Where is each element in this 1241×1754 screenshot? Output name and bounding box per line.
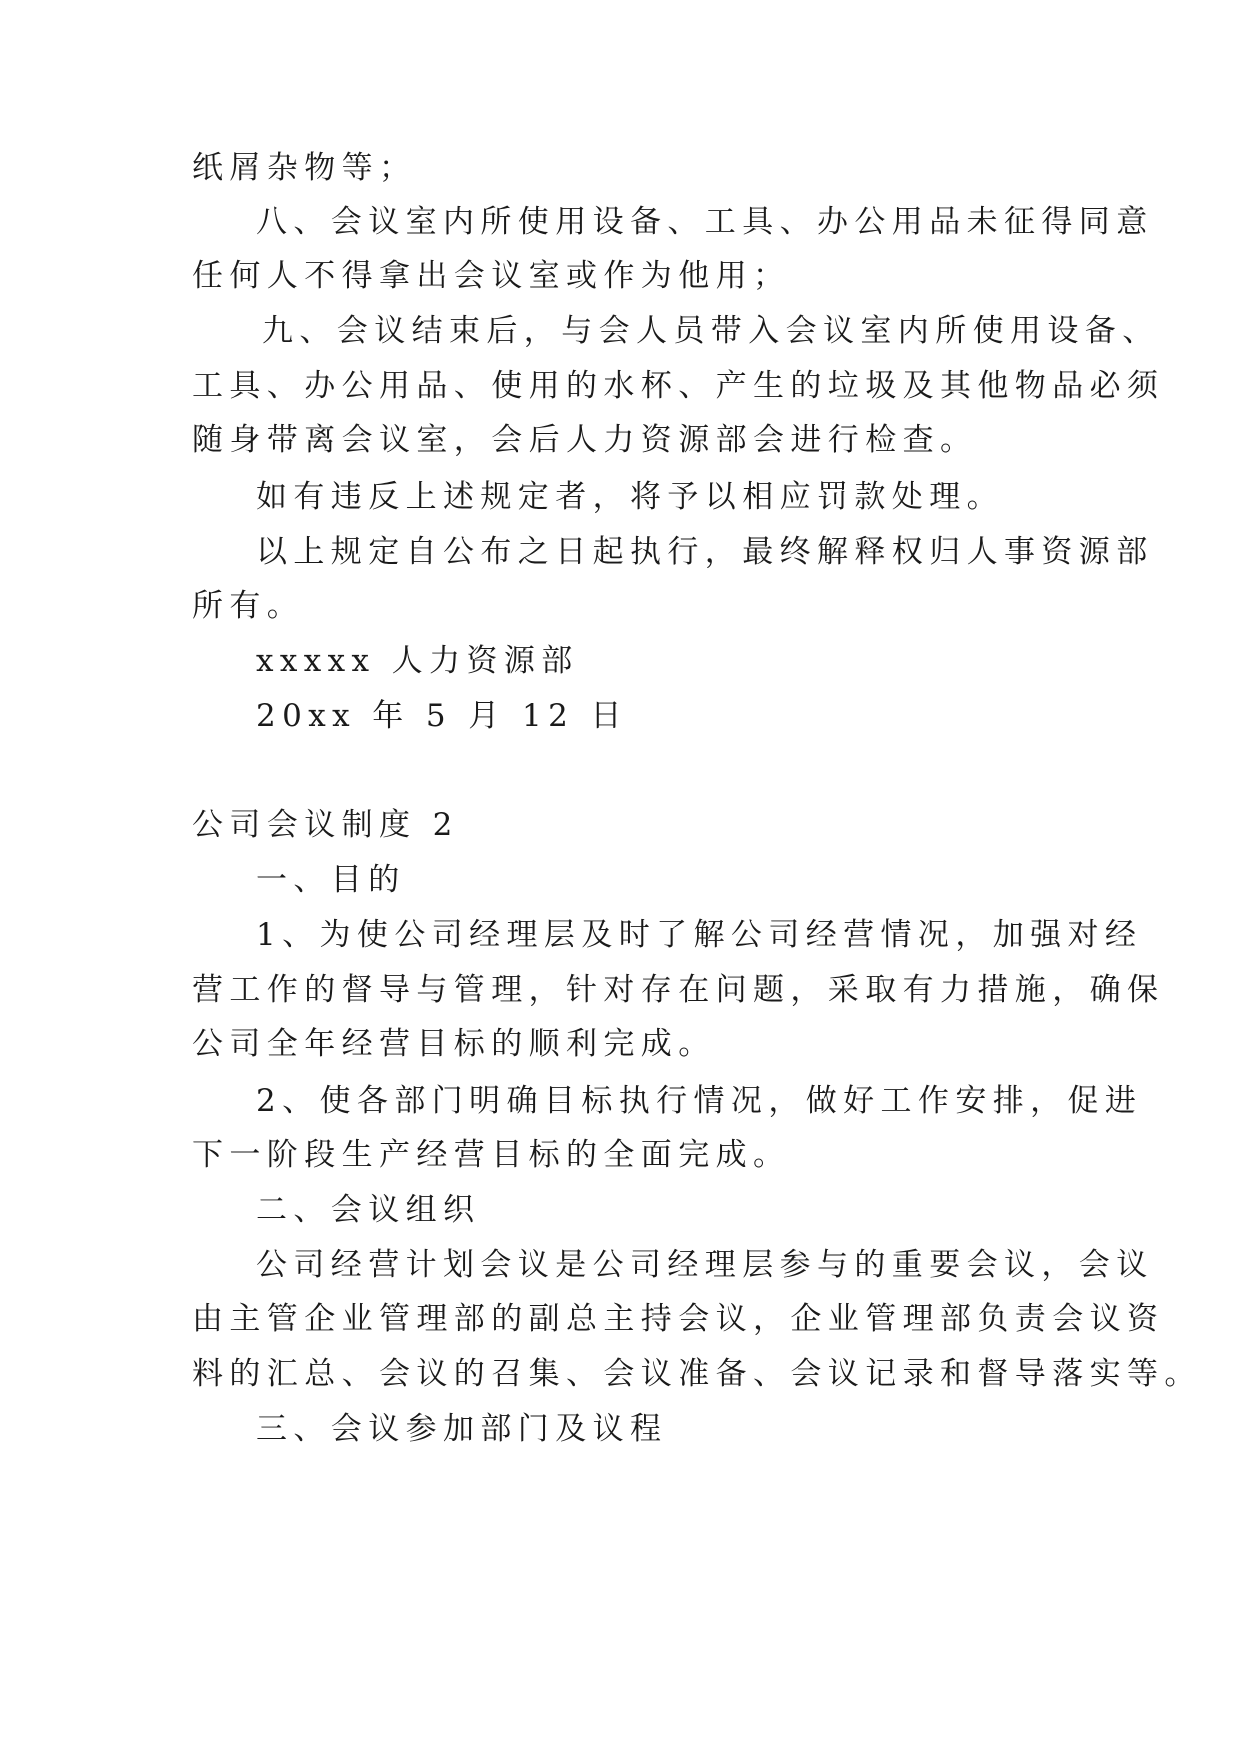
- text-line: 营工作的督导与管理，针对存在问题，采取有力措施，确保: [192, 972, 1165, 1008]
- text-line: 公司全年经营目标的顺利完成。: [192, 1026, 716, 1062]
- text-line: 1、为使公司经理层及时了解公司经营情况，加强对经: [256, 917, 1143, 953]
- section-heading: 一、目的: [256, 862, 406, 898]
- text-line: 料的汇总、会议的召集、会议准备、会议记录和督导落实等。: [192, 1356, 1202, 1392]
- signature-department: xxxxx 人力资源部: [256, 643, 579, 679]
- text-line: 随身带离会议室，会后人力资源部会进行检查。: [192, 422, 978, 458]
- text-line: 任何人不得拿出会议室或作为他用；: [192, 258, 791, 294]
- signature-date: 20xx 年 5 月 12 日: [256, 698, 628, 734]
- text-line: 九、会议结束后，与会人员带入会议室内所使用设备、: [262, 313, 1160, 349]
- text-line: 以上规定自公布之日起执行，最终解释权归人事资源部: [256, 534, 1154, 570]
- text-line: 由主管企业管理部的副总主持会议，企业管理部负责会议资: [192, 1301, 1165, 1337]
- text-line: 纸屑杂物等；: [192, 150, 417, 186]
- section-title: 公司会议制度 2: [192, 807, 459, 843]
- text-line: 公司经营计划会议是公司经理层参与的重要会议，会议: [256, 1247, 1154, 1283]
- text-line: 八、会议室内所使用设备、工具、办公用品未征得同意: [256, 204, 1154, 240]
- section-heading: 三、会议参加部门及议程: [256, 1411, 668, 1447]
- text-line: 下一阶段生产经营目标的全面完成。: [192, 1137, 791, 1173]
- text-line: 如有违反上述规定者，将予以相应罚款处理。: [256, 479, 1004, 515]
- text-line: 工具、办公用品、使用的水杯、产生的垃圾及其他物品必须: [192, 368, 1165, 404]
- text-line: 所有。: [192, 588, 305, 624]
- section-heading: 二、会议组织: [256, 1192, 481, 1228]
- text-line: 2、使各部门明确目标执行情况，做好工作安排，促进: [256, 1083, 1143, 1119]
